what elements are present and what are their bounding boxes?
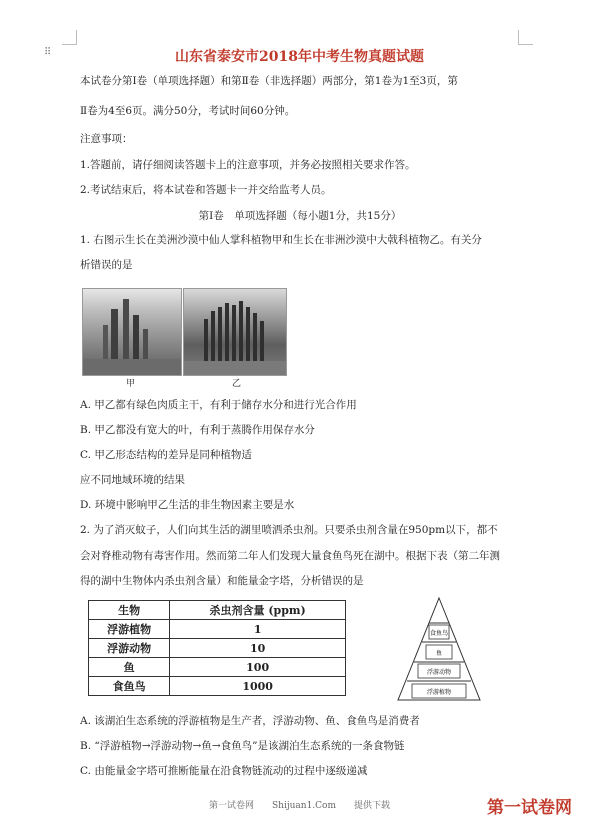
energy-pyramid: [396, 596, 482, 702]
q2-option-a: A. 该湖泊生态系统的浮游植物是生产者，浮游动物、鱼、食鱼鸟是消费者: [80, 715, 420, 727]
page-title: 山东省泰安市2018年中考生物真题试题: [175, 49, 424, 65]
cactus-photo-jia: [82, 288, 182, 376]
table-cell: 食鱼鸟: [89, 677, 170, 696]
q2-stem-3: 得的湖中生物体内杀虫剂含量）和能量金字塔，分析错误的是: [80, 575, 364, 587]
crop-mark-top-left: [62, 30, 77, 45]
section-heading: 第Ⅰ卷 单项选择题（每小题1分，共15分）: [198, 210, 402, 222]
q1-option-a: A. 甲乙都有绿色肉质主干，有利于储存水分和进行光合作用: [80, 399, 357, 411]
q1-option-c: C. 甲乙形态结构的差异是同种植物适: [80, 449, 252, 461]
q2-option-b: B. “浮游植物→浮游动物→鱼→食鱼鸟”是该湖泊生态系统的一条食物链: [80, 740, 405, 752]
q1-stem-1: 1. 右图示生长在美洲沙漠中仙人掌科植物甲和生长在非洲沙漠中大戟科植物乙。有关分: [80, 234, 482, 246]
pyramid-level-1: 食鱼鸟: [429, 630, 449, 637]
q1-option-b: B. 甲乙都没有宽大的叶，有利于蒸腾作用保存水分: [80, 424, 315, 436]
table-cell: 1: [170, 620, 346, 639]
table-row: [89, 658, 346, 677]
intro-line-1: 本试卷分第Ⅰ卷（单项选择题）和第Ⅱ卷（非选择题）两部分，第1卷为1至3页，第: [80, 75, 458, 87]
photo-caption-jia: 甲: [126, 379, 136, 389]
table-row: [89, 620, 346, 639]
pesticide-table: [88, 600, 346, 696]
table-cell: 10: [170, 639, 346, 658]
euphorbia-photo-yi: [183, 288, 287, 376]
table-cell: 1000: [170, 677, 346, 696]
q1-stem-2: 析错误的是: [80, 259, 133, 271]
table-row: [89, 639, 346, 658]
photo-caption-yi: 乙: [232, 379, 242, 389]
q2-option-c: C. 由能量金字塔可推断能量在沿食物链流动的过程中逐级递减: [80, 765, 368, 777]
note-1: 1.答题前，请仔细阅读答题卡上的注意事项，并务必按照相关要求作答。: [80, 159, 416, 171]
page-footer: 第一试卷网 Shijuan1.Com 提供下载: [208, 801, 391, 811]
pyramid-level-3: 浮游动物: [426, 669, 452, 676]
pyramid-level-2: 鱼: [435, 650, 443, 657]
pyramid-level-4: 浮游植物: [426, 689, 452, 696]
table-cell: 100: [170, 658, 346, 677]
table-header-row: [89, 601, 346, 620]
table-cell: 浮游植物: [89, 620, 170, 639]
note-2: 2.考试结束后，将本试卷和答题卡一并交给监考人员。: [80, 184, 332, 196]
drag-handle-icon[interactable]: ⠿: [44, 47, 53, 58]
brand-logo-text: 第一试卷网: [487, 798, 572, 818]
table-header-organism: 生物: [89, 601, 170, 620]
q2-stem-2: 会对脊椎动物有毒害作用。然而第二年人们发现大量食鱼鸟死在湖中。根据下表（第二年测: [80, 550, 500, 562]
q1-option-c-cont: 应不同地域环境的结果: [80, 474, 185, 486]
q1-option-d: D. 环境中影响甲乙生活的非生物因素主要是水: [80, 499, 295, 511]
q2-stem-1: 2. 为了消灭蚊子，人们向其生活的湖里喷洒杀虫剂。只要杀虫剂含量在950pm以下，都不: [80, 524, 498, 536]
crop-mark-top-right: [518, 30, 533, 45]
intro-line-2: Ⅱ卷为4至6页。满分50分，考试时间60分钟。: [80, 105, 296, 117]
table-header-pesticide: 杀虫剂含量 (ppm): [170, 601, 346, 620]
notes-heading: 注意事项：: [80, 133, 133, 145]
table-cell: 鱼: [89, 658, 170, 677]
table-row: [89, 677, 346, 696]
table-cell: 浮游动物: [89, 639, 170, 658]
